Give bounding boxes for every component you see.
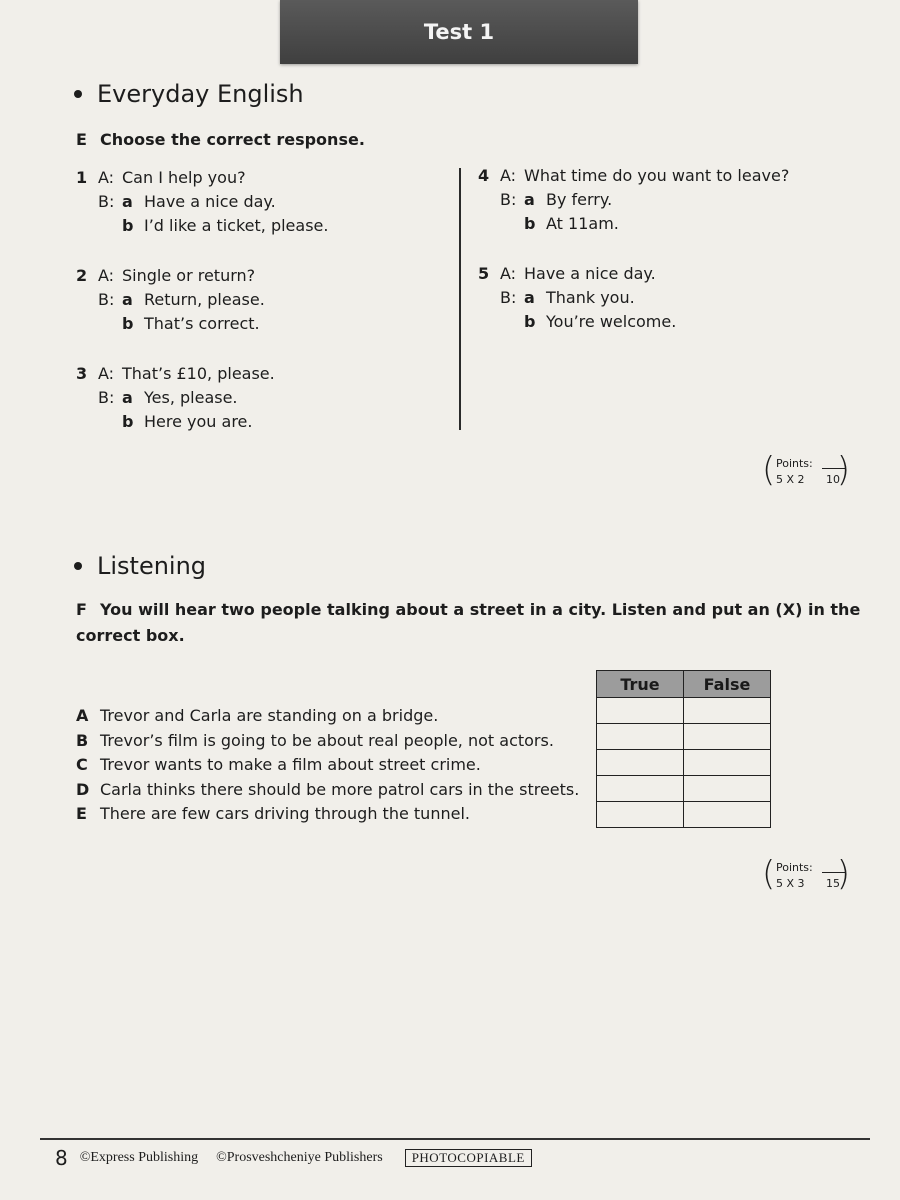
column-header-true: True — [597, 671, 684, 698]
points-box-section-e: ( Points: 5 X 2 10 ) — [762, 450, 850, 490]
question-text: Have a nice day. — [524, 264, 656, 283]
option-text: You’re welcome. — [546, 312, 677, 331]
true-checkbox-b[interactable] — [597, 724, 684, 750]
question-number: 5 — [478, 264, 490, 283]
points-total: 10 — [826, 473, 840, 486]
column-divider — [459, 168, 461, 430]
option-letter: a — [122, 290, 133, 309]
speaker-label: B: — [98, 290, 115, 309]
points-total: 15 — [826, 877, 840, 890]
instruction-text: You will hear two people talking about a street in a city. Listen and put an (X) in the correct box. — [76, 600, 861, 645]
section-heading-everyday-english — [74, 80, 304, 108]
bullet-icon — [74, 562, 82, 570]
option-letter: a — [122, 388, 133, 407]
list-item: D Carla thinks there should be more patrol cars in the streets. — [76, 779, 580, 799]
true-checkbox-a[interactable] — [597, 698, 684, 724]
list-item: A Trevor and Carla are standing on a bridge. — [76, 706, 439, 725]
option-letter: b — [524, 214, 536, 233]
option-text: Here you are. — [144, 412, 253, 431]
option-text: Thank you. — [546, 288, 635, 307]
option-text: By ferry. — [546, 190, 613, 209]
photocopiable-badge: PHOTOCOPIABLE — [405, 1149, 532, 1167]
points-label: Points: — [776, 861, 813, 874]
table-row — [597, 724, 771, 750]
question-1 — [76, 166, 328, 238]
question-text: Can I help you? — [122, 168, 246, 187]
copyright-prosveshcheniye: ©Prosveshcheniye Publishers — [216, 1150, 383, 1165]
true-checkbox-d[interactable] — [597, 776, 684, 802]
list-item: C Trevor wants to make a film about street crime. — [76, 755, 481, 774]
question-number: 1 — [76, 168, 88, 187]
true-false-table — [596, 670, 771, 828]
table-row — [597, 776, 771, 802]
footer-divider — [40, 1138, 870, 1140]
option-text: That’s correct. — [144, 314, 260, 333]
option-text: I’d like a ticket, please. — [144, 216, 329, 235]
question-5 — [478, 262, 676, 334]
points-box-section-f: ( Points: 5 X 3 15 ) — [762, 854, 850, 894]
question-number: 4 — [478, 166, 490, 185]
page-number: 8 — [55, 1146, 68, 1170]
table-row — [597, 698, 771, 724]
false-checkbox-d[interactable] — [684, 776, 771, 802]
instruction-text: Choose the correct response. — [100, 130, 365, 149]
question-3 — [76, 362, 275, 434]
question-text: That’s £10, please. — [122, 364, 275, 383]
list-item: E There are few cars driving through the tunnel. — [76, 804, 470, 823]
instruction-letter: E — [76, 130, 87, 149]
option-letter: b — [122, 216, 134, 235]
true-checkbox-e[interactable] — [597, 802, 684, 828]
false-checkbox-c[interactable] — [684, 750, 771, 776]
table-row — [597, 750, 771, 776]
speaker-label: B: — [500, 190, 517, 209]
option-text: Have a nice day. — [144, 192, 276, 211]
section-heading-text: Everyday English — [97, 80, 304, 108]
speaker-label: B: — [500, 288, 517, 307]
points-multiplier: 5 X 3 — [776, 877, 805, 890]
option-text: At 11am. — [546, 214, 619, 233]
question-number: 2 — [76, 266, 88, 285]
question-text: Single or return? — [122, 266, 256, 285]
speaker-label: B: — [98, 192, 115, 211]
list-item: B Trevor’s film is going to be about real people, not actors. — [76, 730, 554, 750]
points-multiplier: 5 X 2 — [776, 473, 805, 486]
speaker-label: A: — [500, 264, 517, 283]
section-heading-text: Listening — [97, 552, 207, 580]
instruction-letter: F — [76, 600, 87, 619]
option-letter: a — [524, 288, 535, 307]
page-footer — [55, 1146, 532, 1170]
option-text: Yes, please. — [144, 388, 238, 407]
question-2 — [76, 264, 265, 336]
points-label: Points: — [776, 457, 813, 470]
false-checkbox-e[interactable] — [684, 802, 771, 828]
table-row — [597, 802, 771, 828]
speaker-label: A: — [98, 168, 115, 187]
option-letter: a — [524, 190, 535, 209]
section-heading-listening — [74, 552, 206, 580]
speaker-label: B: — [98, 388, 115, 407]
question-number: 3 — [76, 364, 88, 383]
speaker-label: A: — [98, 266, 115, 285]
question-text: What time do you want to leave? — [524, 166, 790, 185]
option-letter: a — [122, 192, 133, 211]
true-checkbox-c[interactable] — [597, 750, 684, 776]
question-4 — [478, 164, 789, 236]
instruction-e — [76, 127, 365, 153]
option-text: Return, please. — [144, 290, 265, 309]
false-checkbox-a[interactable] — [684, 698, 771, 724]
option-letter: b — [122, 412, 134, 431]
test-title: Test 1 — [280, 0, 638, 64]
option-letter: b — [524, 312, 536, 331]
option-letter: b — [122, 314, 134, 333]
instruction-f — [76, 597, 866, 649]
statement-list — [76, 704, 579, 827]
false-checkbox-b[interactable] — [684, 724, 771, 750]
column-header-false: False — [684, 671, 771, 698]
copyright-express: ©Express Publishing — [79, 1150, 199, 1165]
bullet-icon — [74, 90, 82, 98]
speaker-label: A: — [98, 364, 115, 383]
speaker-label: A: — [500, 166, 517, 185]
